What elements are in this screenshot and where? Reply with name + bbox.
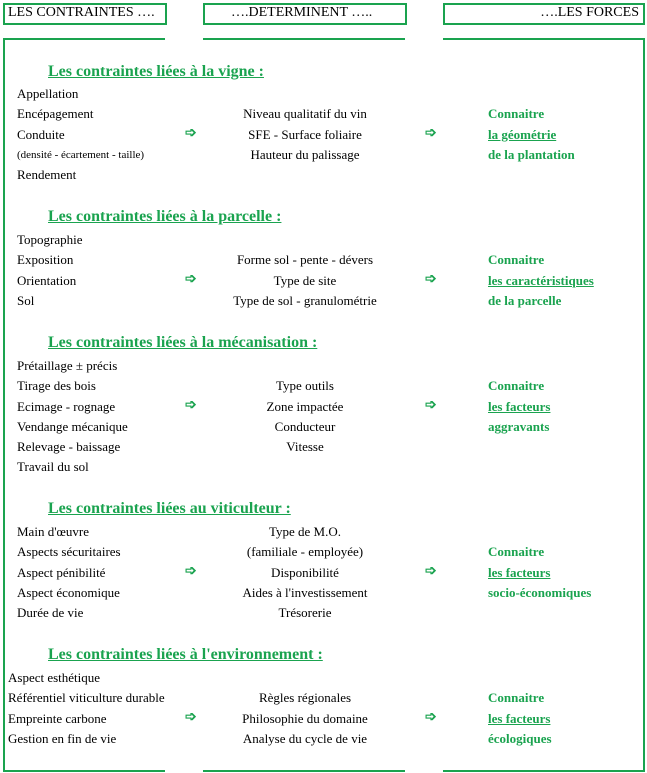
- left-item: Gestion en fin de vie: [8, 731, 117, 746]
- center-item: Vitesse: [286, 439, 324, 454]
- arrow-icon: ➩: [425, 398, 437, 413]
- force-item: écologiques: [488, 731, 552, 746]
- arrow-icon: ➩: [185, 126, 197, 141]
- arrow-icon: ➩: [185, 564, 197, 579]
- center-item: Analyse du cycle de vie: [242, 731, 368, 746]
- center-item: (familiale - employée): [246, 544, 364, 559]
- left-item: Vendange mécanique: [17, 419, 128, 434]
- left-item: Encépagement: [17, 106, 94, 121]
- force-item: Connaitre: [488, 690, 545, 705]
- force-item: les facteurs: [488, 565, 551, 580]
- force-item: les facteurs: [488, 711, 551, 726]
- center-item: Type outils: [276, 378, 334, 393]
- center-item: Type de site: [273, 273, 337, 288]
- center-item: Aides à l'investissement: [242, 585, 368, 600]
- left-item: Tirage des bois: [17, 378, 96, 393]
- left-item: Durée de vie: [17, 605, 84, 620]
- center-item: Type de sol - granulométrie: [233, 293, 377, 308]
- force-item: Connaitre: [488, 544, 545, 559]
- left-item: Conduite: [17, 127, 65, 142]
- left-item-note: (densité - écartement - taille): [17, 149, 145, 161]
- section-title-mecanisation: Les contraintes liées à la mécanisation :: [48, 334, 318, 351]
- left-item: Relevage - baissage: [17, 439, 121, 454]
- arrow-icon: ➩: [185, 398, 197, 413]
- left-item: Exposition: [17, 252, 74, 267]
- header-contraintes: LES CONTRAINTES ….: [8, 5, 155, 20]
- center-item: Type de M.O.: [268, 524, 342, 539]
- center-item: Zone impactée: [266, 399, 344, 414]
- force-item: Connaitre: [488, 378, 545, 393]
- center-item: Forme sol - pente - dévers: [236, 252, 374, 267]
- header-box-contraintes: [3, 3, 167, 25]
- left-item: Aspect économique: [17, 585, 120, 600]
- force-item: de la parcelle: [488, 293, 562, 308]
- left-item: Aspects sécuritaires: [17, 544, 121, 559]
- center-item: SFE - Surface foliaire: [248, 127, 362, 142]
- header-determinent: ….DETERMINENT …..: [231, 5, 373, 20]
- force-item: la géométrie: [488, 127, 557, 142]
- center-item: Règles régionales: [258, 690, 352, 705]
- center-item: Philosophie du domaine: [242, 711, 368, 726]
- header-forces: ….LES FORCES: [540, 5, 639, 20]
- center-item: Hauteur du palissage: [250, 147, 360, 162]
- arrow-icon: ➩: [425, 272, 437, 287]
- left-item: Ecimage - rognage: [17, 399, 116, 414]
- left-item: Référentiel viticulture durable: [8, 690, 165, 705]
- center-item: Niveau qualitatif du vin: [243, 106, 367, 121]
- section-title-parcelle: Les contraintes liées à la parcelle :: [48, 208, 282, 225]
- section-title-viticulteur: Les contraintes liées au viticulteur :: [48, 500, 291, 517]
- left-item: Orientation: [17, 273, 77, 288]
- arrow-icon: ➩: [425, 710, 437, 725]
- force-item: socio-économiques: [488, 585, 592, 600]
- force-item: les caractéristiques: [488, 273, 594, 288]
- arrow-icon: ➩: [185, 272, 197, 287]
- left-item: Topographie: [17, 232, 83, 247]
- frame-gap: [405, 34, 443, 42]
- frame-gap: [165, 34, 203, 42]
- arrow-icon: ➩: [425, 126, 437, 141]
- left-item: Aspect esthétique: [8, 670, 101, 685]
- left-item: Travail du sol: [17, 459, 89, 474]
- force-item: Connaitre: [488, 106, 545, 121]
- left-item: Sol: [17, 293, 35, 308]
- force-item: les facteurs: [488, 399, 551, 414]
- left-item: Rendement: [17, 167, 77, 182]
- section-title-vigne: Les contraintes liées à la vigne :: [48, 63, 264, 80]
- section-title-environnement: Les contraintes liées à l'environnement :: [48, 646, 323, 663]
- left-item: Appellation: [17, 86, 79, 101]
- left-item: Prétaillage ± précis: [17, 358, 118, 373]
- left-item: Aspect pénibilité: [17, 565, 106, 580]
- header-box-forces: [443, 3, 645, 25]
- arrow-icon: ➩: [185, 710, 197, 725]
- left-item: Main d'œuvre: [17, 524, 90, 539]
- center-item: Trésorerie: [278, 605, 332, 620]
- center-item: Disponibilité: [271, 565, 339, 580]
- header-box-determinent: [203, 3, 407, 25]
- force-item: Connaitre: [488, 252, 545, 267]
- left-item: Empreinte carbone: [8, 711, 107, 726]
- force-item: aggravants: [488, 419, 550, 434]
- force-item: de la plantation: [488, 147, 575, 162]
- center-item: Conducteur: [274, 419, 336, 434]
- arrow-icon: ➩: [425, 564, 437, 579]
